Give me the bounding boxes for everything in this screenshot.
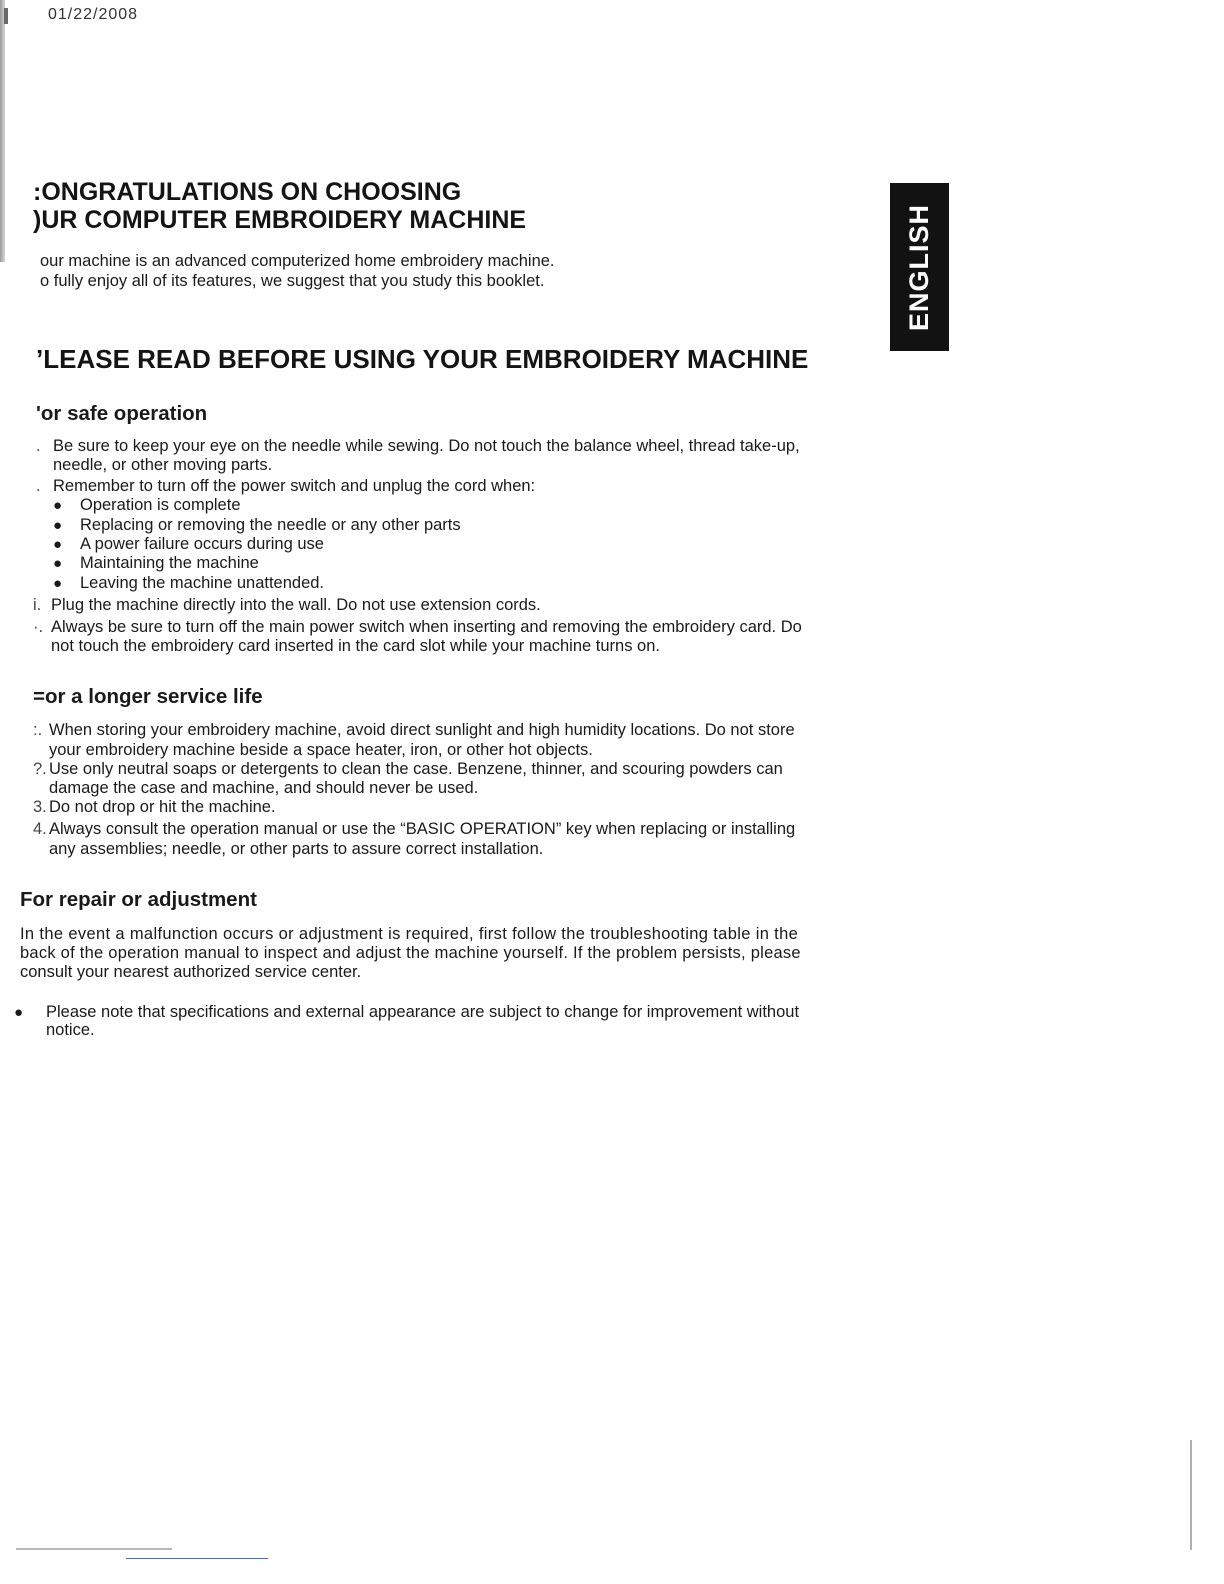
repair-heading: For repair or adjustment bbox=[20, 888, 257, 911]
title-line-2: )UR COMPUTER EMBROIDERY MACHINE bbox=[33, 206, 527, 234]
bottom-rule bbox=[126, 1558, 268, 1559]
notice-heading: ’LEASE READ BEFORE USING YOUR EMBROIDERY MACHINE bbox=[36, 344, 809, 374]
scan-edge-right bbox=[1190, 1440, 1192, 1550]
scan-edge-bottom bbox=[16, 1548, 172, 1550]
scan-edge-mark bbox=[4, 8, 8, 24]
note-line-2: notice. bbox=[46, 1021, 95, 1039]
intro-line-2: o fully enjoy all of its features, we suggest that you study this booklet. bbox=[40, 272, 545, 290]
intro-line-1: our machine is an advanced computerized home embroidery machine. bbox=[40, 252, 555, 270]
scan-edge-shadow bbox=[0, 0, 5, 262]
longer-heading: =or a longer service life bbox=[33, 685, 263, 708]
safe-item-4-line-1: Always be sure to turn off the main power switch when inserting and removing the embroidery card. Do bbox=[51, 618, 802, 636]
repair-line-3: consult your nearest authorized service center. bbox=[20, 963, 362, 981]
longer-item-1-line-1: When storing your embroidery machine, avoid direct sunlight and high humidity locations. Do not store bbox=[49, 721, 795, 739]
safe-item-1-line-2: needle, or other moving parts. bbox=[53, 456, 273, 474]
page-date: 01/22/2008 bbox=[48, 6, 139, 23]
safe-heading: 'or safe operation bbox=[36, 402, 208, 425]
safe-item-4-line-2: not touch the embroidery card inserted in the card slot while your machine turns on. bbox=[51, 637, 660, 655]
title-line-1: :ONGRATULATIONS ON CHOOSING bbox=[33, 178, 462, 206]
longer-item-3-line-1: Do not drop or hit the machine. bbox=[49, 798, 276, 816]
longer-item-1-line-2: your embroidery machine beside a space heater, iron, or other hot objects. bbox=[49, 741, 593, 759]
safe-item-2-line-1: Remember to turn off the power switch and unplug the cord when: bbox=[53, 477, 536, 495]
safe-item-1-line-1: Be sure to keep your eye on the needle while sewing. Do not touch the balance wheel, thread take-up, bbox=[53, 437, 800, 455]
repair-line-1: In the event a malfunction occurs or adjustment is required, first follow the troubleshooting table in the bbox=[20, 925, 799, 943]
language-tab bbox=[890, 183, 949, 351]
longer-item-2-line-2: damage the case and machine, and should never be used. bbox=[49, 779, 479, 797]
language-tab-label: ENGLISH bbox=[904, 203, 935, 331]
repair-line-2: back of the operation manual to inspect and adjust the machine yourself. If the problem persists, please bbox=[20, 944, 801, 962]
longer-item-4-line-1: Always consult the operation manual or use the “BASIC OPERATION” key when replacing or installing bbox=[49, 820, 796, 838]
note-line-1: Please note that specifications and external appearance are subject to change for improvement without bbox=[46, 1003, 800, 1021]
safe-item-3-line-1: Plug the machine directly into the wall. Do not use extension cords. bbox=[51, 596, 541, 614]
longer-item-2-line-1: Use only neutral soaps or detergents to clean the case. Benzene, thinner, and scouring powders can bbox=[49, 760, 783, 778]
longer-item-4-line-2: any assemblies; needle, or other parts to assure correct installation. bbox=[49, 840, 544, 858]
